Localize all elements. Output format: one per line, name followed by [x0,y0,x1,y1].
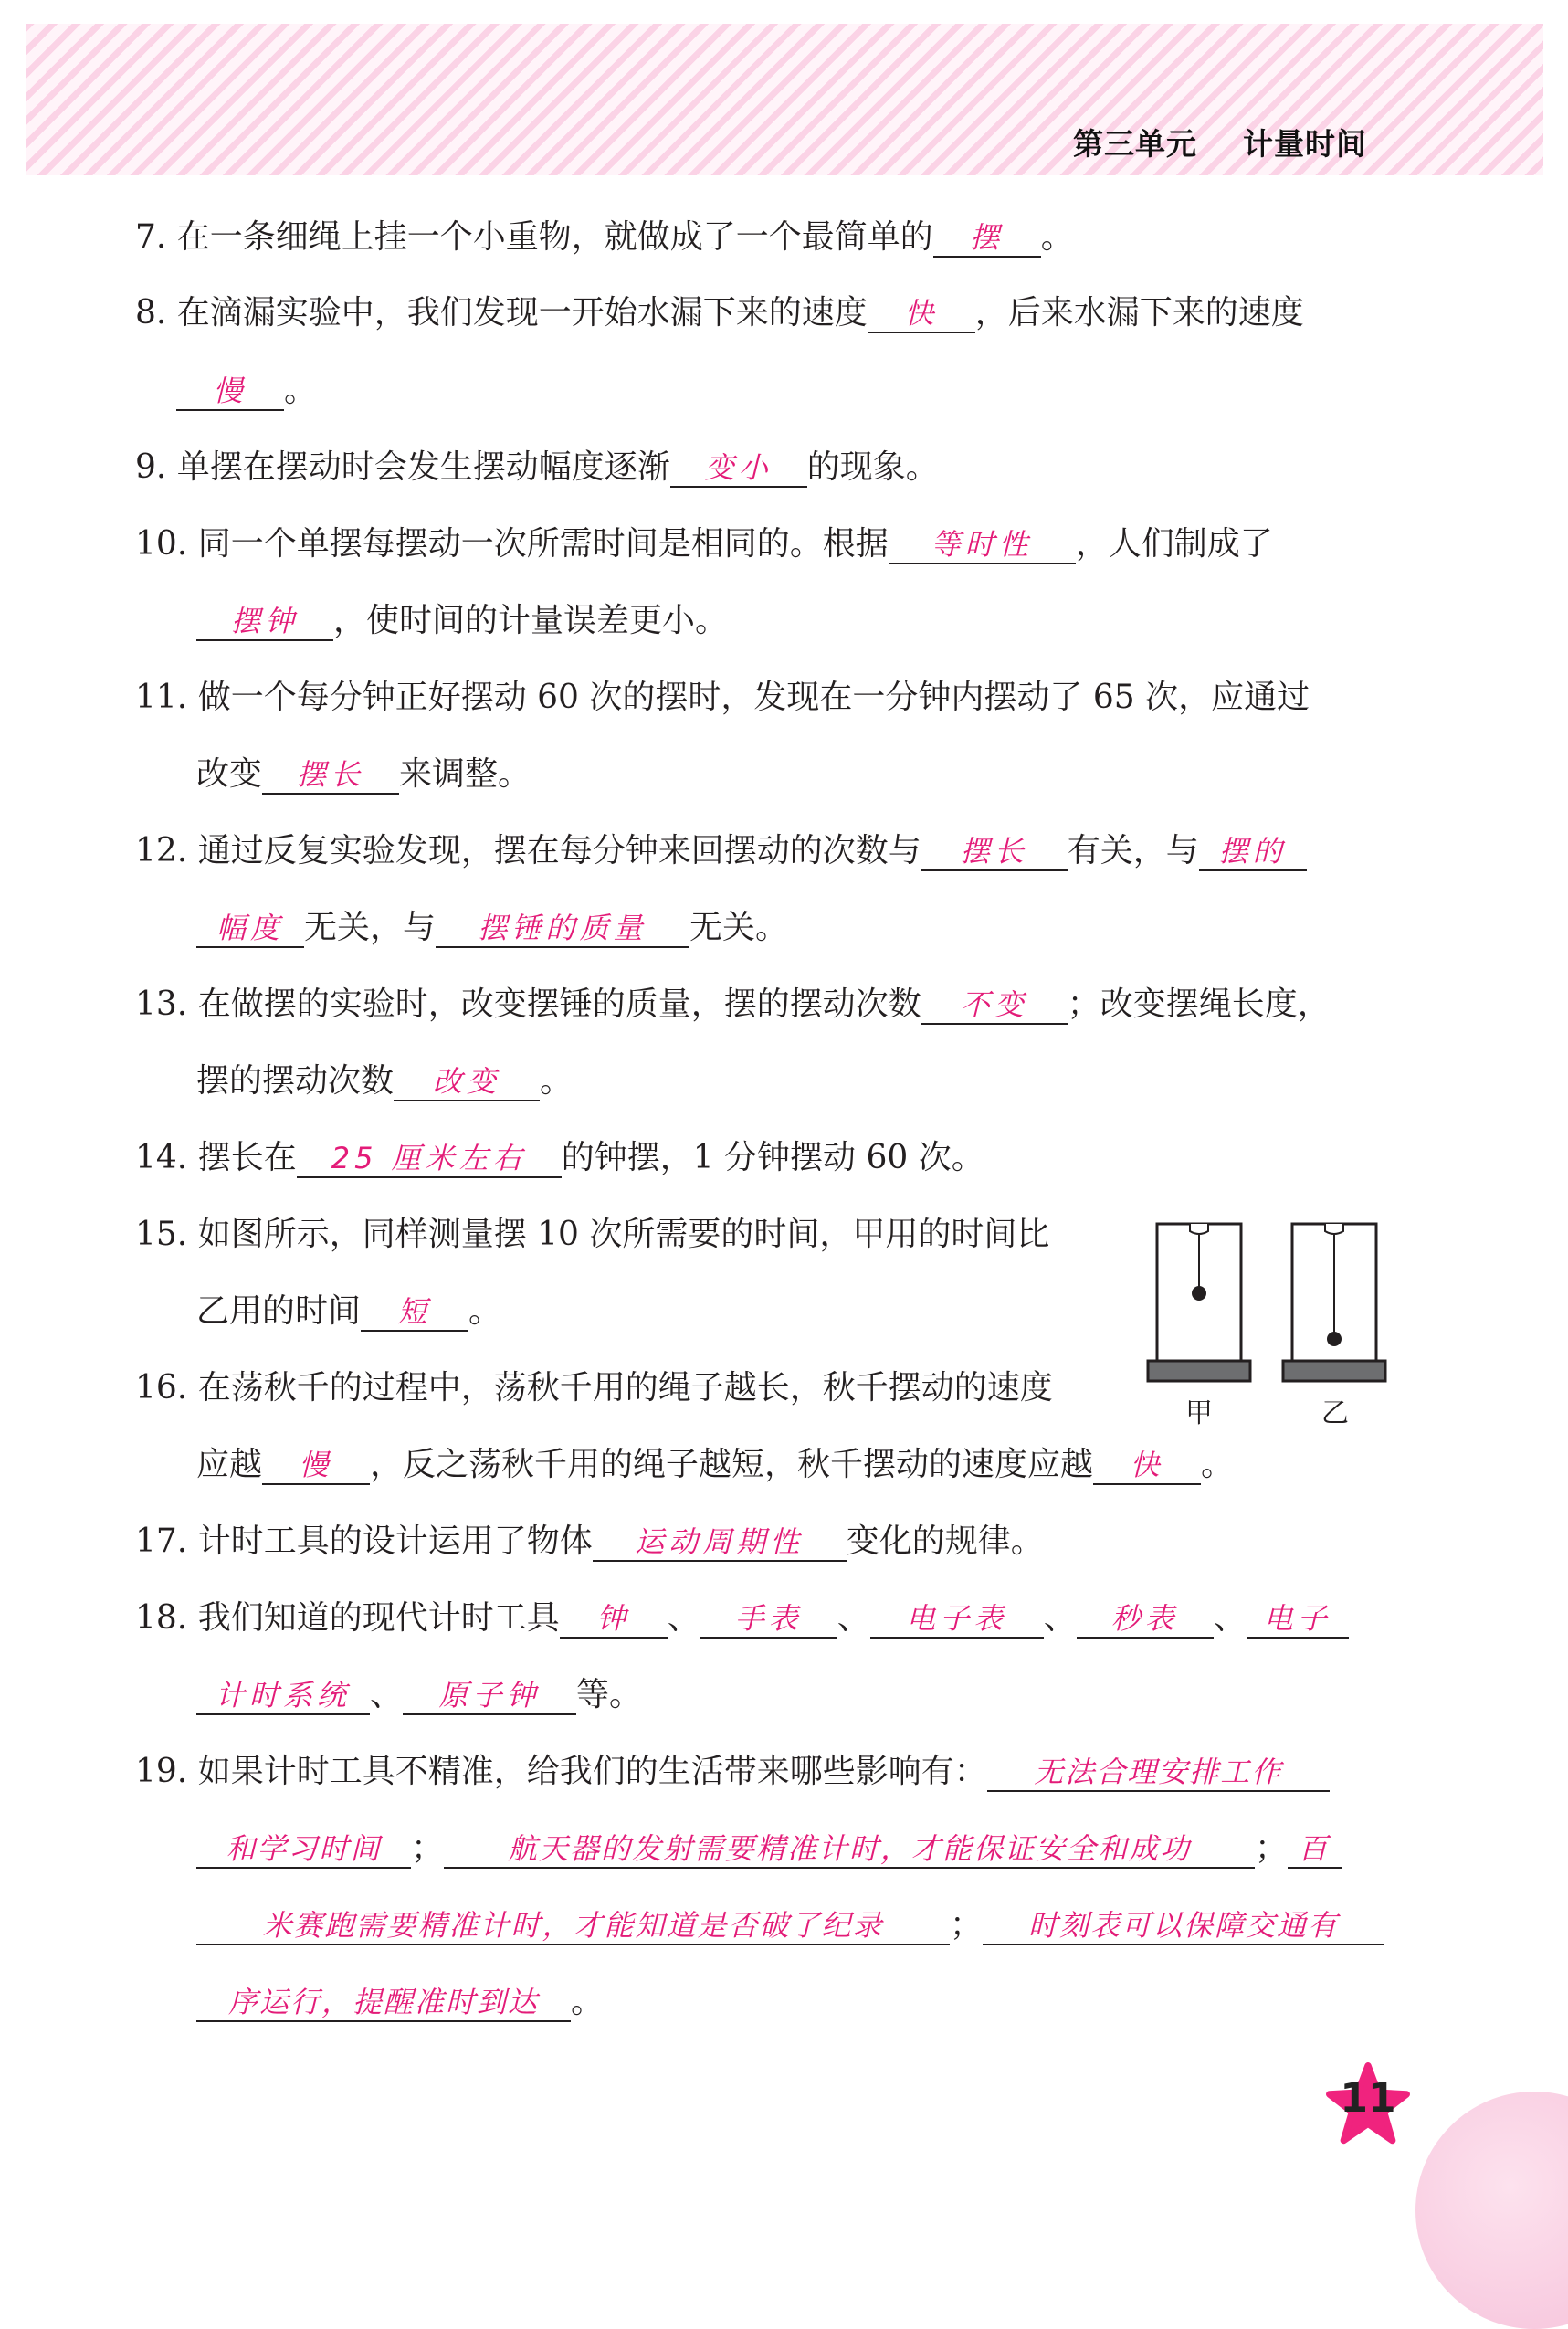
answer-blank [1199,833,1307,871]
separator: 、 [1213,1599,1247,1637]
question-text: 11. 做一个每分钟正好摆动 60 次的摆时，发现在一分钟内摆动了 65 次，应通过 [135,679,1310,716]
answer-blank [436,910,689,948]
question-19-cont-3 [196,1980,604,2024]
question-text: 。 [540,1062,574,1100]
answer-text: 钟 [596,1601,631,1636]
answer-blank [444,1830,1255,1869]
answer-blank [868,295,975,333]
answer-blank [196,910,304,948]
answer-text: 摆锤的质量 [478,911,647,945]
question-text: 。 [284,372,318,409]
answer-text: 慢 [213,374,247,408]
question-13 [135,983,1331,1027]
question-11 [135,676,1310,720]
question-8-cont [176,369,317,413]
question-text: 14. 摆长在 [135,1139,297,1176]
question-18 [135,1597,1349,1640]
separator: ； [411,1829,445,1867]
answer-blank [403,1677,576,1715]
question-7 [135,216,1074,259]
question-15-cont [196,1290,501,1333]
question-text: 。 [571,1983,605,2020]
answer-blank [889,526,1076,564]
question-text: 等。 [576,1676,643,1713]
question-text: 变化的规律。 [846,1523,1044,1560]
answer-blank [700,1600,837,1639]
answer-text: 慢 [299,1448,333,1482]
separator: 、 [370,1676,404,1713]
question-12 [135,829,1307,873]
question-text: 应越 [196,1446,263,1483]
question-17 [135,1520,1044,1564]
question-text: ，反之荡秋千用的绳子越短，秋千摆动的速度应越 [370,1446,1094,1483]
answer-blank [870,1600,1044,1639]
answer-text: 改变 [433,1064,501,1099]
answer-blank [933,219,1041,258]
question-text: 有关，与 [1067,832,1199,869]
answer-text: 快 [1130,1448,1164,1482]
answer-blank [921,833,1068,871]
question-text: 16. 在荡秋千的过程中，荡秋千用的绳子越长，秋千摆动的速度 [135,1369,1053,1407]
pendulum-figure [1146,1215,1393,1434]
question-14 [135,1136,984,1180]
answer-text: 和学习时间 [226,1831,382,1866]
answer-text: 手表 [734,1601,803,1636]
answer-text: 无法合理安排工作 [1034,1755,1283,1789]
answer-blank [196,1984,571,2022]
question-text: 19. 如果计时工具不精准，给我们的生活带来哪些影响有： [135,1753,987,1790]
question-text: 乙用的时间 [196,1292,362,1330]
answer-blank [394,1063,540,1101]
question-text: 无关。 [689,909,789,946]
pendulum-b [1283,1224,1385,1381]
question-text: 无关，与 [304,909,437,946]
question-10-cont [196,599,728,643]
question-text: 。 [1040,218,1074,256]
answer-blank [921,986,1068,1025]
answer-blank [196,1677,370,1715]
question-text: 12. 通过反复实验发现，摆在每分钟来回摆动的次数与 [135,832,921,869]
question-10 [135,522,1273,566]
separator: ； [1255,1829,1289,1867]
answer-text: 变小 [704,450,773,485]
answer-text: 快 [904,296,939,331]
separator: 、 [837,1599,870,1637]
answer-blank [196,1830,411,1869]
answer-text: 摆 [970,220,1005,255]
question-text: 。 [468,1292,502,1330]
answer-text: 航天器的发射需要精准计时，才能保证安全和成功 [508,1831,1192,1866]
answer-blank [593,1523,847,1562]
question-15 [135,1213,1049,1257]
answer-blank [196,603,333,641]
question-16-cont [196,1443,1234,1487]
question-text: 17. 计时工具的设计运用了物体 [135,1523,593,1560]
answer-blank [361,1293,468,1332]
answer-blank [670,449,807,488]
answer-blank [560,1600,668,1639]
question-13-cont [196,1059,573,1103]
question-9 [135,446,939,490]
question-12-cont [196,906,788,950]
answer-text: 摆的 [1218,834,1287,869]
question-text: ，后来水漏下来的速度 [974,294,1304,332]
question-text: 13. 在做摆的实验时，改变摆锤的质量，摆的摆动次数 [135,985,921,1023]
question-text: 。 [1201,1446,1235,1483]
answer-blank [987,1754,1330,1792]
question-text: 8. 在滴漏实验中，我们发现一开始水漏下来的速度 [135,294,868,332]
question-text: ，使时间的计量误差更小。 [333,602,729,639]
unit-title: 第三单元 计量时间 [1073,126,1367,162]
answer-blank [297,1140,562,1178]
figure-label-a: 甲 [1185,1397,1213,1429]
question-11-cont [196,753,531,796]
answer-text: 电子 [1263,1601,1331,1636]
answer-text: 原子钟 [438,1678,541,1712]
question-text: 9. 单摆在摆动时会发生摆动幅度逐渐 [135,448,670,486]
answer-blank [262,1447,370,1485]
answer-blank [1093,1447,1201,1485]
question-text: 的钟摆，1 分钟摆动 60 次。 [561,1139,984,1176]
answer-blank [1288,1830,1342,1869]
answer-text: 运动周期性 [635,1524,805,1559]
question-text: 的现象。 [806,448,939,486]
question-19-cont-2 [196,1903,1384,1947]
pendulum-a [1148,1224,1250,1381]
corner-decoration [1415,2092,1568,2329]
question-text: 7. 在一条细绳上挂一个小重物，就做成了一个最简单的 [135,218,933,256]
answer-blank [1077,1600,1214,1639]
answer-blank [262,756,399,795]
page-number: 11 [1340,2075,1396,2122]
answer-text: 不变 [960,987,1028,1022]
question-text: ；改变摆绳长度， [1067,985,1331,1023]
answer-text: 时刻表可以保障交通有 [1028,1908,1340,1943]
question-16 [135,1366,1053,1410]
question-18-cont [196,1673,642,1717]
question-19 [135,1750,1330,1794]
answer-text: 摆钟 [230,604,299,638]
answer-blank [1247,1600,1349,1639]
question-19-cont-1 [196,1827,1342,1871]
question-text: ，人们制成了 [1075,525,1273,563]
separator: ； [950,1906,984,1944]
question-text: 来调整。 [399,755,531,793]
question-8 [135,291,1304,335]
answer-blank [176,373,284,411]
answer-text: 摆长 [960,834,1028,869]
answer-text: 米赛跑需要精准计时，才能知道是否破了纪录 [262,1908,884,1943]
answer-text: 百 [1298,1831,1332,1866]
question-text: 摆的摆动次数 [196,1062,395,1100]
answer-blank [983,1907,1384,1945]
answer-text: 秒表 [1110,1601,1179,1636]
answer-text: 电子表 [906,1601,1008,1636]
figure-label-b: 乙 [1321,1397,1349,1429]
answer-text: 幅度 [216,911,284,945]
question-text: 18. 我们知道的现代计时工具 [135,1599,560,1637]
answer-blank [196,1907,950,1945]
answer-text: 短 [397,1294,432,1329]
answer-text: 摆长 [297,757,365,792]
answer-text: 25 厘米左右 [331,1141,527,1175]
answer-text: 计时系统 [215,1678,351,1712]
answer-text: 序运行，提醒准时到达 [227,1985,539,2019]
question-text: 10. 同一个单摆每摆动一次所需时间是相同的。根据 [135,525,889,563]
separator: 、 [667,1599,700,1637]
separator: 、 [1043,1599,1077,1637]
question-text: 15. 如图所示，同样测量摆 10 次所需要的时间，甲用的时间比 [135,1216,1050,1253]
question-text: 改变 [196,755,263,793]
answer-text: 等时性 [931,527,1033,562]
